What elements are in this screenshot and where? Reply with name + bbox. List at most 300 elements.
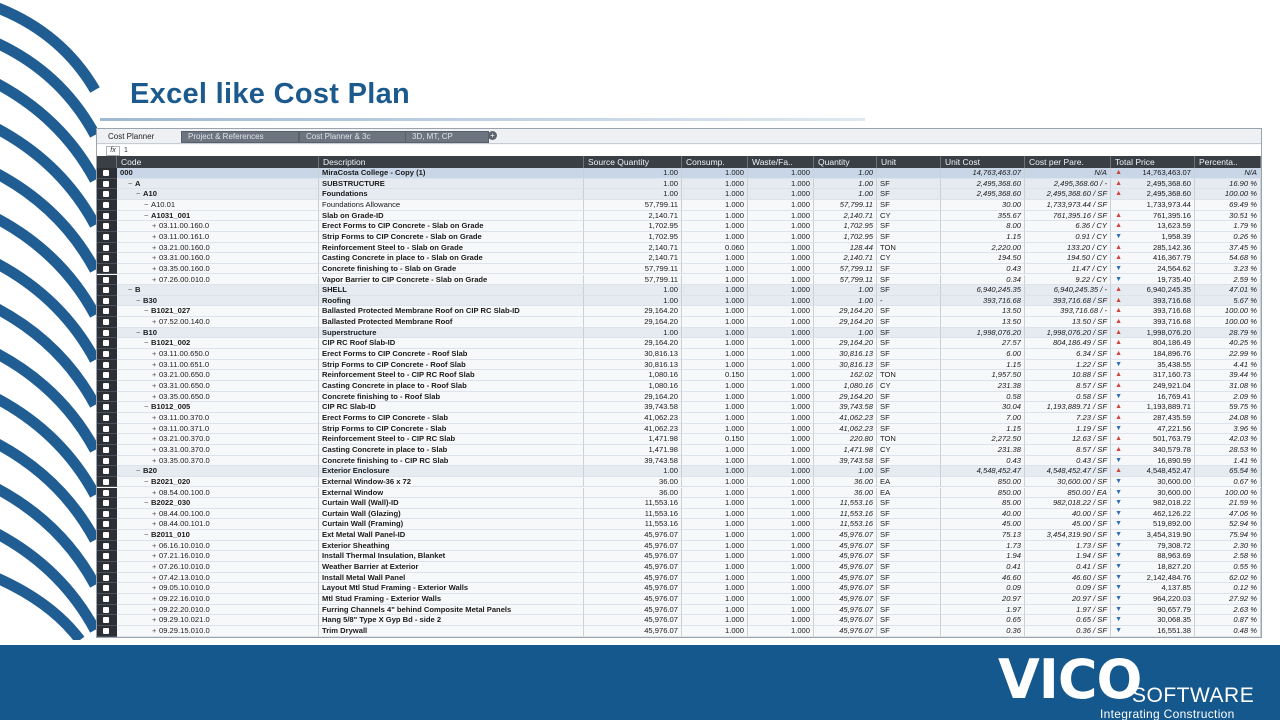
cell-cpp[interactable]: 393,716.68 / - bbox=[1025, 306, 1111, 317]
cell-cpp[interactable]: 7.23 / SF bbox=[1025, 413, 1111, 424]
cell-code[interactable] bbox=[117, 253, 319, 264]
cell-desc[interactable]: Install Metal Wall Panel bbox=[319, 573, 584, 584]
cell-waste[interactable]: 1.000 bbox=[748, 392, 814, 403]
cell-pct[interactable]: 2.09 % bbox=[1195, 392, 1261, 403]
cell-desc[interactable]: Concrete finishing to - Slab on Grade bbox=[319, 264, 584, 275]
cell-ucost[interactable]: 1.15 bbox=[941, 360, 1025, 371]
cell-code[interactable] bbox=[117, 296, 319, 307]
cell-cpp[interactable]: 10.88 / SF bbox=[1025, 370, 1111, 381]
cell-code[interactable] bbox=[117, 360, 319, 371]
cell-desc[interactable]: Roofing bbox=[319, 296, 584, 307]
table-row[interactable] bbox=[97, 466, 1261, 477]
cell-unit[interactable]: TON bbox=[877, 434, 941, 445]
cell-cons[interactable]: 1.000 bbox=[682, 509, 748, 520]
row-checkbox[interactable] bbox=[97, 232, 117, 243]
cell-ucost[interactable]: 850.00 bbox=[941, 477, 1025, 488]
cell-code[interactable] bbox=[117, 605, 319, 616]
cell-ucost[interactable]: 0.36 bbox=[941, 626, 1025, 637]
cell-code[interactable] bbox=[117, 232, 319, 243]
cell-cons[interactable]: 1.000 bbox=[682, 264, 748, 275]
cell-cons[interactable]: 1.000 bbox=[682, 530, 748, 541]
row-checkbox[interactable] bbox=[97, 413, 117, 424]
cell-qty[interactable]: 1.00 bbox=[814, 179, 877, 190]
row-checkbox[interactable] bbox=[97, 573, 117, 584]
cell-cpp[interactable]: 0.41 / SF bbox=[1025, 562, 1111, 573]
table-row[interactable] bbox=[97, 594, 1261, 605]
table-row[interactable] bbox=[97, 424, 1261, 435]
cell-waste[interactable]: 1.000 bbox=[748, 211, 814, 222]
collapse-icon[interactable]: − bbox=[136, 327, 141, 337]
cell-waste[interactable]: 1.000 bbox=[748, 530, 814, 541]
cell-ucost[interactable]: 0.09 bbox=[941, 583, 1025, 594]
cell-desc[interactable]: Exterior Enclosure bbox=[319, 466, 584, 477]
expand-icon[interactable]: + bbox=[152, 263, 157, 273]
cell-cons[interactable]: 0.060 bbox=[682, 243, 748, 254]
cell-qty[interactable]: 1.00 bbox=[814, 296, 877, 307]
cell-src[interactable]: 1.00 bbox=[584, 296, 682, 307]
cell-code[interactable] bbox=[117, 583, 319, 594]
cell-total[interactable] bbox=[1111, 551, 1195, 562]
cell-waste[interactable]: 1.000 bbox=[748, 605, 814, 616]
cell-src[interactable]: 29,164.20 bbox=[584, 392, 682, 403]
cell-qty[interactable]: 1.00 bbox=[814, 328, 877, 339]
row-checkbox[interactable] bbox=[97, 179, 117, 190]
row-checkbox[interactable] bbox=[97, 466, 117, 477]
cell-src[interactable]: 45,976.07 bbox=[584, 594, 682, 605]
cell-waste[interactable]: 1.000 bbox=[748, 573, 814, 584]
cell-code[interactable] bbox=[117, 445, 319, 456]
cell-src[interactable]: 45,976.07 bbox=[584, 551, 682, 562]
expand-icon[interactable]: + bbox=[152, 349, 157, 359]
cell-total[interactable] bbox=[1111, 285, 1195, 296]
cell-unit[interactable]: SF bbox=[877, 466, 941, 477]
cell-code[interactable] bbox=[117, 413, 319, 424]
cell-waste[interactable]: 1.000 bbox=[748, 221, 814, 232]
row-checkbox[interactable] bbox=[97, 594, 117, 605]
cell-qty[interactable]: 2,140.71 bbox=[814, 253, 877, 264]
row-checkbox[interactable] bbox=[97, 264, 117, 275]
cell-src[interactable]: 11,553.16 bbox=[584, 519, 682, 530]
row-checkbox[interactable] bbox=[97, 275, 117, 286]
cell-desc[interactable]: Ballasted Protected Membrane Roof on CIP RC Slab-ID bbox=[319, 306, 584, 317]
cell-desc[interactable]: Foundations bbox=[319, 189, 584, 200]
cell-src[interactable]: 1.00 bbox=[584, 285, 682, 296]
cell-cpp[interactable]: 8.57 / SF bbox=[1025, 445, 1111, 456]
cell-code[interactable] bbox=[117, 243, 319, 254]
cell-total[interactable] bbox=[1111, 519, 1195, 530]
add-tab-icon[interactable]: + bbox=[488, 131, 497, 140]
collapse-icon[interactable]: − bbox=[144, 498, 149, 508]
cell-desc[interactable]: External Window bbox=[319, 488, 584, 499]
cell-pct[interactable]: 100.00 % bbox=[1195, 317, 1261, 328]
cell-total[interactable] bbox=[1111, 509, 1195, 520]
cell-desc[interactable]: SUBSTRUCTURE bbox=[319, 179, 584, 190]
cell-ucost[interactable]: 40.00 bbox=[941, 509, 1025, 520]
cell-desc[interactable]: Concrete finishing to - CIP RC Slab bbox=[319, 456, 584, 467]
cell-total[interactable] bbox=[1111, 179, 1195, 190]
table-row[interactable] bbox=[97, 445, 1261, 456]
cell-ucost[interactable]: 393,716.68 bbox=[941, 296, 1025, 307]
cell-cons[interactable]: 1.000 bbox=[682, 466, 748, 477]
cell-unit[interactable]: CY bbox=[877, 253, 941, 264]
cell-waste[interactable]: 1.000 bbox=[748, 370, 814, 381]
cell-ucost[interactable]: 0.65 bbox=[941, 615, 1025, 626]
table-row[interactable] bbox=[97, 551, 1261, 562]
cell-waste[interactable]: 1.000 bbox=[748, 328, 814, 339]
cell-total[interactable] bbox=[1111, 306, 1195, 317]
cell-desc[interactable]: Reinforcement Steel to - CIP RC Slab bbox=[319, 434, 584, 445]
cell-unit[interactable]: SF bbox=[877, 583, 941, 594]
cell-ucost[interactable]: 7.00 bbox=[941, 413, 1025, 424]
table-row[interactable] bbox=[97, 179, 1261, 190]
cell-code[interactable] bbox=[117, 594, 319, 605]
row-checkbox[interactable] bbox=[97, 360, 117, 371]
cell-qty[interactable]: 29,164.20 bbox=[814, 392, 877, 403]
row-checkbox[interactable] bbox=[97, 583, 117, 594]
cell-cpp[interactable]: 0.91 / CY bbox=[1025, 232, 1111, 243]
collapse-icon[interactable]: − bbox=[144, 199, 149, 209]
cell-desc[interactable]: Trim Drywall bbox=[319, 626, 584, 637]
collapse-icon[interactable]: − bbox=[144, 210, 149, 220]
cell-pct[interactable]: 28.79 % bbox=[1195, 328, 1261, 339]
cell-unit[interactable]: SF bbox=[877, 232, 941, 243]
cell-src[interactable]: 2,140.71 bbox=[584, 211, 682, 222]
cell-desc[interactable]: Vapor Barrier to CIP Concrete - Slab on Grade bbox=[319, 275, 584, 286]
cell-qty[interactable]: 45,976.07 bbox=[814, 605, 877, 616]
cell-src[interactable]: 29,164.20 bbox=[584, 306, 682, 317]
cell-src[interactable]: 57,799.11 bbox=[584, 200, 682, 211]
cell-unit[interactable]: - bbox=[877, 296, 941, 307]
cell-total[interactable] bbox=[1111, 594, 1195, 605]
cell-ucost[interactable]: 8.00 bbox=[941, 221, 1025, 232]
cell-cpp[interactable]: 0.36 / SF bbox=[1025, 626, 1111, 637]
cell-code[interactable] bbox=[117, 179, 319, 190]
cell-ucost[interactable]: 0.43 bbox=[941, 456, 1025, 467]
cell-ucost[interactable]: 231.38 bbox=[941, 445, 1025, 456]
cell-total[interactable] bbox=[1111, 370, 1195, 381]
cell-qty[interactable]: 11,553.16 bbox=[814, 509, 877, 520]
cell-unit[interactable]: SF bbox=[877, 392, 941, 403]
cell-ucost[interactable]: 355.67 bbox=[941, 211, 1025, 222]
cell-waste[interactable]: 1.000 bbox=[748, 466, 814, 477]
table-row[interactable] bbox=[97, 626, 1261, 637]
cell-cpp[interactable]: 12.63 / SF bbox=[1025, 434, 1111, 445]
expand-icon[interactable]: + bbox=[152, 231, 157, 241]
cell-desc[interactable]: Reinforcement Steel to - Slab on Grade bbox=[319, 243, 584, 254]
column-header-total[interactable]: Total Price bbox=[1111, 156, 1195, 168]
cell-waste[interactable]: 1.000 bbox=[748, 498, 814, 509]
cell-pct[interactable]: 0.67 % bbox=[1195, 477, 1261, 488]
cell-src[interactable]: 39,743.58 bbox=[584, 456, 682, 467]
row-checkbox[interactable] bbox=[97, 285, 117, 296]
cell-cons[interactable]: 1.000 bbox=[682, 317, 748, 328]
cell-cons[interactable]: 1.000 bbox=[682, 179, 748, 190]
cell-unit[interactable]: SF bbox=[877, 456, 941, 467]
cell-unit[interactable]: SF bbox=[877, 285, 941, 296]
expand-icon[interactable]: + bbox=[152, 594, 157, 603]
cell-waste[interactable]: 1.000 bbox=[748, 477, 814, 488]
cell-cons[interactable]: 1.000 bbox=[682, 296, 748, 307]
table-row[interactable] bbox=[97, 168, 1261, 179]
table-row[interactable] bbox=[97, 232, 1261, 243]
cell-src[interactable]: 39,743.58 bbox=[584, 402, 682, 413]
expand-icon[interactable]: + bbox=[152, 604, 157, 614]
cell-desc[interactable]: Layout Mtl Stud Framing - Exterior Walls bbox=[319, 583, 584, 594]
tab-project-references[interactable]: Project & References bbox=[181, 131, 299, 143]
cell-unit[interactable]: TON bbox=[877, 370, 941, 381]
cell-ucost[interactable]: 1,957.50 bbox=[941, 370, 1025, 381]
cell-cons[interactable]: 1.000 bbox=[682, 573, 748, 584]
collapse-icon[interactable]: − bbox=[128, 285, 133, 295]
cell-pct[interactable]: 59.75 % bbox=[1195, 402, 1261, 413]
row-checkbox[interactable] bbox=[97, 626, 117, 637]
cell-code[interactable] bbox=[117, 477, 319, 488]
cell-cpp[interactable]: 1,998,076.20 / SF bbox=[1025, 328, 1111, 339]
cell-qty[interactable]: 29,164.20 bbox=[814, 317, 877, 328]
cell-pct[interactable]: 28.53 % bbox=[1195, 445, 1261, 456]
cell-src[interactable]: 1.00 bbox=[584, 179, 682, 190]
cell-cons[interactable]: 1.000 bbox=[682, 275, 748, 286]
row-checkbox[interactable] bbox=[97, 392, 117, 403]
cell-ucost[interactable]: 6.00 bbox=[941, 349, 1025, 360]
table-row[interactable] bbox=[97, 264, 1261, 275]
cell-code[interactable] bbox=[117, 317, 319, 328]
cell-ucost[interactable]: 4,548,452.47 bbox=[941, 466, 1025, 477]
cell-qty[interactable]: 30,816.13 bbox=[814, 349, 877, 360]
cell-cons[interactable]: 1.000 bbox=[682, 402, 748, 413]
cell-qty[interactable]: 1.00 bbox=[814, 285, 877, 296]
cell-desc[interactable]: External Window-36 x 72 bbox=[319, 477, 584, 488]
cell-waste[interactable]: 1.000 bbox=[748, 413, 814, 424]
cell-code[interactable] bbox=[117, 200, 319, 211]
cell-unit[interactable]: SF bbox=[877, 626, 941, 637]
cell-waste[interactable]: 1.000 bbox=[748, 583, 814, 594]
cell-qty[interactable]: 45,976.07 bbox=[814, 583, 877, 594]
row-checkbox[interactable] bbox=[97, 509, 117, 520]
cell-unit[interactable]: SF bbox=[877, 562, 941, 573]
cell-src[interactable]: 41,062.23 bbox=[584, 424, 682, 435]
cell-desc[interactable]: Strip Forms to CIP Concrete - Slab bbox=[319, 424, 584, 435]
cell-waste[interactable]: 1.000 bbox=[748, 509, 814, 520]
cell-desc[interactable]: Ballasted Protected Membrane Roof bbox=[319, 317, 584, 328]
cell-qty[interactable]: 220.80 bbox=[814, 434, 877, 445]
cell-qty[interactable]: 29,164.20 bbox=[814, 306, 877, 317]
cell-waste[interactable]: 1.000 bbox=[748, 562, 814, 573]
expand-icon[interactable]: + bbox=[152, 583, 157, 593]
cell-unit[interactable]: SF bbox=[877, 317, 941, 328]
cell-pct[interactable]: 5.67 % bbox=[1195, 296, 1261, 307]
cell-cons[interactable]: 1.000 bbox=[682, 424, 748, 435]
cell-qty[interactable]: 45,976.07 bbox=[814, 562, 877, 573]
cell-code[interactable] bbox=[117, 456, 319, 467]
cell-pct[interactable]: 75.94 % bbox=[1195, 530, 1261, 541]
table-row[interactable] bbox=[97, 338, 1261, 349]
cell-src[interactable]: 1,080.16 bbox=[584, 381, 682, 392]
cell-code[interactable] bbox=[117, 328, 319, 339]
cell-ucost[interactable]: 20.97 bbox=[941, 594, 1025, 605]
cell-cons[interactable]: 1.000 bbox=[682, 168, 748, 179]
cell-code[interactable] bbox=[117, 541, 319, 552]
cell-waste[interactable]: 1.000 bbox=[748, 296, 814, 307]
cell-waste[interactable]: 1.000 bbox=[748, 317, 814, 328]
cell-code[interactable] bbox=[117, 392, 319, 403]
cell-cpp[interactable]: N/A bbox=[1025, 168, 1111, 179]
collapse-icon[interactable]: − bbox=[144, 476, 149, 486]
cell-src[interactable]: 11,553.16 bbox=[584, 498, 682, 509]
cell-waste[interactable]: 1.000 bbox=[748, 253, 814, 264]
cell-cons[interactable]: 1.000 bbox=[682, 626, 748, 637]
cell-pct[interactable]: 2.63 % bbox=[1195, 605, 1261, 616]
cell-pct[interactable]: 100.00 % bbox=[1195, 189, 1261, 200]
column-header-cpp[interactable]: Cost per Pare. bbox=[1025, 156, 1111, 168]
cell-code[interactable] bbox=[117, 338, 319, 349]
expand-icon[interactable]: + bbox=[152, 572, 157, 582]
cell-qty[interactable]: 11,553.16 bbox=[814, 519, 877, 530]
expand-icon[interactable]: + bbox=[152, 519, 157, 529]
cell-waste[interactable]: 1.000 bbox=[748, 456, 814, 467]
cell-cons[interactable]: 1.000 bbox=[682, 562, 748, 573]
cell-cpp[interactable]: 13.50 / SF bbox=[1025, 317, 1111, 328]
cell-qty[interactable]: 128.44 bbox=[814, 243, 877, 254]
cell-src[interactable]: 1,702.95 bbox=[584, 232, 682, 243]
cell-ucost[interactable]: 27.57 bbox=[941, 338, 1025, 349]
cell-desc[interactable]: Mtl Stud Framing - Exterior Walls bbox=[319, 594, 584, 605]
cell-unit[interactable]: SF bbox=[877, 221, 941, 232]
cell-code[interactable] bbox=[117, 370, 319, 381]
cell-ucost[interactable]: 14,763,463.07 bbox=[941, 168, 1025, 179]
cell-total[interactable] bbox=[1111, 392, 1195, 403]
cell-cpp[interactable]: 194.50 / CY bbox=[1025, 253, 1111, 264]
cell-total[interactable] bbox=[1111, 583, 1195, 594]
cell-ucost[interactable]: 2,495,368.60 bbox=[941, 189, 1025, 200]
cell-cons[interactable]: 1.000 bbox=[682, 338, 748, 349]
cell-cpp[interactable]: 45.00 / SF bbox=[1025, 519, 1111, 530]
cell-src[interactable]: 2,140.71 bbox=[584, 243, 682, 254]
cell-qty[interactable]: 1,471.98 bbox=[814, 445, 877, 456]
cell-ucost[interactable]: 6,940,245.35 bbox=[941, 285, 1025, 296]
cell-pct[interactable]: 37.45 % bbox=[1195, 243, 1261, 254]
cell-unit[interactable]: SF bbox=[877, 519, 941, 530]
row-checkbox[interactable] bbox=[97, 456, 117, 467]
cell-pct[interactable]: 40.25 % bbox=[1195, 338, 1261, 349]
cell-cpp[interactable]: 0.09 / SF bbox=[1025, 583, 1111, 594]
cell-cons[interactable]: 1.000 bbox=[682, 519, 748, 530]
cell-cons[interactable]: 1.000 bbox=[682, 583, 748, 594]
cell-cpp[interactable]: 393,716.68 / SF bbox=[1025, 296, 1111, 307]
cell-unit[interactable]: CY bbox=[877, 445, 941, 456]
table-row[interactable] bbox=[97, 573, 1261, 584]
cell-pct[interactable]: 24.08 % bbox=[1195, 413, 1261, 424]
cell-total[interactable] bbox=[1111, 221, 1195, 232]
row-checkbox[interactable] bbox=[97, 328, 117, 339]
cell-cpp[interactable]: 6.34 / SF bbox=[1025, 349, 1111, 360]
cell-total[interactable] bbox=[1111, 296, 1195, 307]
row-checkbox[interactable] bbox=[97, 253, 117, 264]
cell-waste[interactable]: 1.000 bbox=[748, 445, 814, 456]
cell-pct[interactable]: 2.58 % bbox=[1195, 551, 1261, 562]
cell-waste[interactable]: 1.000 bbox=[748, 402, 814, 413]
column-header-cons[interactable]: Consump. bbox=[682, 156, 748, 168]
cell-cpp[interactable]: 1.94 / SF bbox=[1025, 551, 1111, 562]
cell-desc[interactable]: CIP RC Slab-ID bbox=[319, 402, 584, 413]
cell-unit[interactable]: SF bbox=[877, 179, 941, 190]
cell-qty[interactable]: 45,976.07 bbox=[814, 615, 877, 626]
cell-qty[interactable]: 39,743.58 bbox=[814, 402, 877, 413]
cell-ucost[interactable]: 45.00 bbox=[941, 519, 1025, 530]
cell-pct[interactable]: 1.41 % bbox=[1195, 456, 1261, 467]
cell-waste[interactable]: 1.000 bbox=[748, 519, 814, 530]
cell-desc[interactable]: Erect Forms to CIP Concrete - Slab bbox=[319, 413, 584, 424]
table-row[interactable] bbox=[97, 296, 1261, 307]
cell-pct[interactable]: 0.12 % bbox=[1195, 583, 1261, 594]
cell-total[interactable] bbox=[1111, 626, 1195, 637]
column-header-unit[interactable]: Unit bbox=[877, 156, 941, 168]
cell-total[interactable] bbox=[1111, 243, 1195, 254]
cell-desc[interactable]: Curtain Wall (Glazing) bbox=[319, 509, 584, 520]
cell-total[interactable] bbox=[1111, 402, 1195, 413]
cell-src[interactable]: 1,702.95 bbox=[584, 221, 682, 232]
row-checkbox[interactable] bbox=[97, 519, 117, 530]
cell-pct[interactable]: 42.03 % bbox=[1195, 434, 1261, 445]
cell-pct[interactable]: 0.55 % bbox=[1195, 562, 1261, 573]
cell-ucost[interactable]: 13.50 bbox=[941, 306, 1025, 317]
cell-pct[interactable]: 47.01 % bbox=[1195, 285, 1261, 296]
cell-cons[interactable]: 1.000 bbox=[682, 488, 748, 499]
cell-code[interactable] bbox=[117, 306, 319, 317]
table-row[interactable] bbox=[97, 317, 1261, 328]
cell-waste[interactable]: 1.000 bbox=[748, 360, 814, 371]
cell-src[interactable]: 1.00 bbox=[584, 466, 682, 477]
row-checkbox[interactable] bbox=[97, 434, 117, 445]
cell-total[interactable] bbox=[1111, 200, 1195, 211]
table-row[interactable] bbox=[97, 509, 1261, 520]
cell-pct[interactable]: 62.02 % bbox=[1195, 573, 1261, 584]
cell-ucost[interactable]: 13.50 bbox=[941, 317, 1025, 328]
cell-cons[interactable]: 1.000 bbox=[682, 445, 748, 456]
expand-icon[interactable]: + bbox=[152, 317, 157, 327]
table-row[interactable] bbox=[97, 275, 1261, 286]
cell-cpp[interactable]: 1,733,973.44 / SF bbox=[1025, 200, 1111, 211]
cell-pct[interactable]: 3.96 % bbox=[1195, 424, 1261, 435]
cell-code[interactable] bbox=[117, 381, 319, 392]
cell-cons[interactable]: 1.000 bbox=[682, 594, 748, 605]
cell-src[interactable]: 45,976.07 bbox=[584, 562, 682, 573]
cell-total[interactable] bbox=[1111, 615, 1195, 626]
cell-src[interactable]: 45,976.07 bbox=[584, 583, 682, 594]
cell-desc[interactable]: Casting Concrete in place to - Slab bbox=[319, 445, 584, 456]
cell-total[interactable] bbox=[1111, 381, 1195, 392]
cell-waste[interactable]: 1.000 bbox=[748, 488, 814, 499]
cell-desc[interactable]: Curtain Wall (Framing) bbox=[319, 519, 584, 530]
cell-total[interactable] bbox=[1111, 349, 1195, 360]
cell-desc[interactable]: Ext Metal Wall Panel-ID bbox=[319, 530, 584, 541]
cell-pct[interactable]: 27.92 % bbox=[1195, 594, 1261, 605]
row-checkbox[interactable] bbox=[97, 200, 117, 211]
cell-unit[interactable]: EA bbox=[877, 488, 941, 499]
cell-cons[interactable]: 1.000 bbox=[682, 381, 748, 392]
cell-unit[interactable]: TON bbox=[877, 243, 941, 254]
row-checkbox[interactable] bbox=[97, 370, 117, 381]
cell-qty[interactable]: 1.00 bbox=[814, 189, 877, 200]
cell-desc[interactable]: Reinforcement Steel to - CIP RC Roof Slab bbox=[319, 370, 584, 381]
cell-cons[interactable]: 1.000 bbox=[682, 200, 748, 211]
row-checkbox[interactable] bbox=[97, 477, 117, 488]
column-header-ucost[interactable]: Unit Cost bbox=[941, 156, 1025, 168]
cell-code[interactable] bbox=[117, 551, 319, 562]
cell-total[interactable] bbox=[1111, 189, 1195, 200]
cell-ucost[interactable]: 30.04 bbox=[941, 402, 1025, 413]
row-checkbox[interactable] bbox=[97, 189, 117, 200]
